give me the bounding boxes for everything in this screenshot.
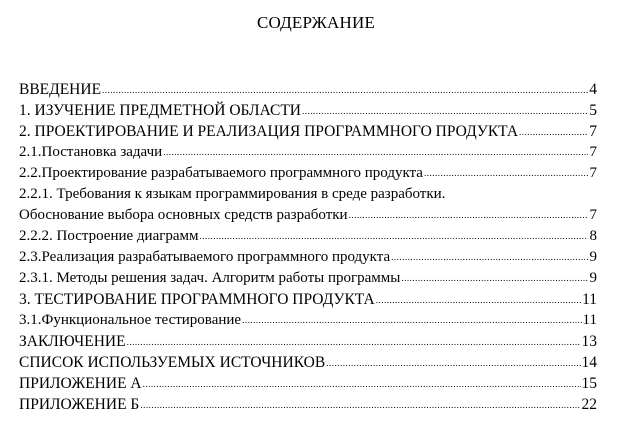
toc-entry-page: 15 <box>581 375 597 392</box>
dot-leader <box>127 332 581 353</box>
toc-entry-section-2-2-2[interactable] <box>19 226 597 247</box>
toc-entry-section-2-1[interactable] <box>19 142 597 163</box>
toc-entry-label: 2.3.1. Методы решения задач. Алгоритм работы программы <box>19 270 401 286</box>
toc-entry-page: 8 <box>589 228 597 244</box>
toc-entry-conclusion[interactable] <box>19 331 597 352</box>
toc-entry-page: 5 <box>589 102 597 119</box>
toc-entry-references[interactable] <box>19 352 597 373</box>
toc-entry-section-2-3[interactable] <box>19 247 597 268</box>
toc-entry-page: 7 <box>589 207 597 223</box>
dot-leader <box>401 268 588 289</box>
toc-entry-section-2-2[interactable] <box>19 163 597 184</box>
toc-entry-section-2-2-1[interactable] <box>19 184 597 226</box>
toc-entry-label: 2. ПРОЕКТИРОВАНИЕ И РЕАЛИЗАЦИЯ ПРОГРАММНОГО ПРОДУКТА <box>19 123 519 140</box>
toc-entry-introduction[interactable] <box>19 79 597 100</box>
toc-entry-page: 7 <box>589 165 597 181</box>
page-title: СОДЕРЖАНИЕ <box>256 13 376 32</box>
toc-entry-chapter-2[interactable] <box>19 121 597 142</box>
toc-entry-page: 22 <box>581 396 597 413</box>
toc-entry-page: 9 <box>589 270 597 286</box>
dot-leader <box>140 395 580 416</box>
toc-entry-section-3-1[interactable] <box>19 310 597 331</box>
toc-entry-page: 7 <box>589 123 597 140</box>
toc-entry-page: 4 <box>589 81 597 98</box>
toc-entry-chapter-3[interactable] <box>19 289 597 310</box>
toc-entry-label: 2.2.2. Построение диаграмм <box>19 228 199 244</box>
toc-entry-label: 2.3.Реализация разрабатываемого программного продукта <box>19 249 391 265</box>
dot-leader <box>302 101 588 122</box>
table-of-contents <box>19 79 597 415</box>
dot-leader <box>200 226 588 247</box>
toc-entry-label: 2.1.Постановка задачи <box>19 144 163 160</box>
toc-entry-page: 9 <box>589 249 597 265</box>
toc-entry-page: 14 <box>581 354 597 371</box>
toc-entry-page: 11 <box>582 291 597 308</box>
toc-entry-label: ПРИЛОЖЕНИЕ А <box>19 375 142 392</box>
toc-entry-page: 13 <box>581 333 597 350</box>
dot-leader <box>242 310 581 331</box>
toc-entry-label: ВВЕДЕНИЕ <box>19 81 102 98</box>
dot-leader <box>349 205 588 226</box>
dot-leader <box>163 142 588 163</box>
dot-leader <box>424 163 588 184</box>
toc-entry-label: 2.2.Проектирование разрабатываемого программного продукта <box>19 165 423 181</box>
toc-entry-label: СПИСОК ИСПОЛЬЗУЕМЫХ ИСТОЧНИКОВ <box>19 354 326 371</box>
toc-entry-line2 <box>19 205 597 226</box>
toc-entry-label: ПРИЛОЖЕНИЕ Б <box>19 396 140 413</box>
dot-leader <box>376 290 581 311</box>
toc-entry-appendix-b[interactable] <box>19 394 597 415</box>
toc-entry-chapter-1[interactable] <box>19 100 597 121</box>
dot-leader <box>519 122 588 143</box>
dot-leader <box>391 247 588 268</box>
dot-leader <box>143 374 581 395</box>
toc-entry-label: Обоснование выбора основных средств разработки <box>19 207 348 223</box>
toc-entry-page: 11 <box>582 312 597 328</box>
toc-entry-label: 3.1.Функциональное тестирование <box>19 312 242 328</box>
toc-entry-page: 7 <box>589 144 597 160</box>
toc-entry-label: 1. ИЗУЧЕНИЕ ПРЕДМЕТНОЙ ОБЛАСТИ <box>19 102 301 119</box>
toc-entry-label: ЗАКЛЮЧЕНИЕ <box>19 333 126 350</box>
toc-entry-appendix-a[interactable] <box>19 373 597 394</box>
dot-leader <box>102 80 588 101</box>
toc-entry-label-line1: 2.2.1. Требования к языкам программирования в среде разработки. <box>19 186 446 202</box>
toc-entry-label: 3. ТЕСТИРОВАНИЕ ПРОГРАММНОГО ПРОДУКТА <box>19 291 375 308</box>
dot-leader <box>326 353 580 374</box>
toc-entry-section-2-3-1[interactable] <box>19 268 597 289</box>
